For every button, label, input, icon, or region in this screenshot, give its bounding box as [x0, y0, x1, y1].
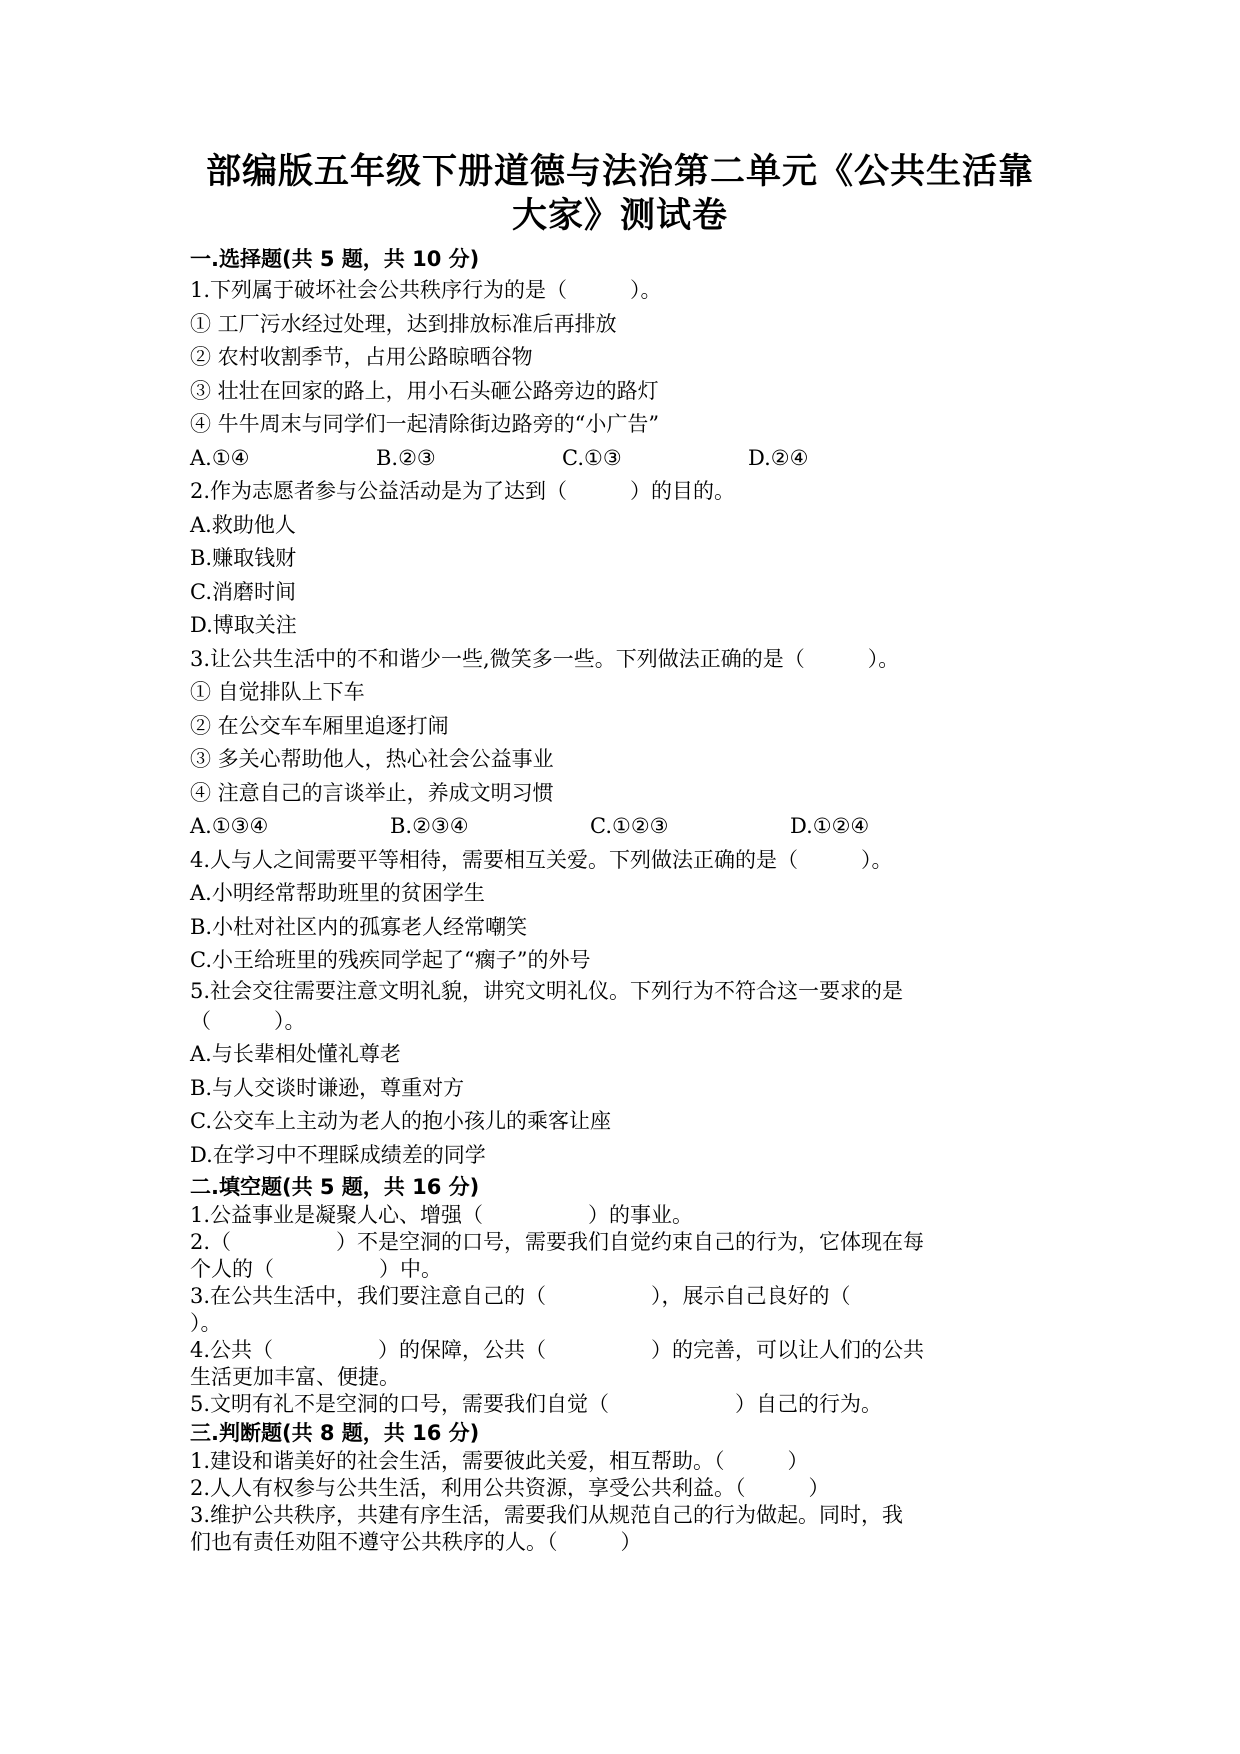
question-1-item: ③ 壮壮在回家的路上，用小石头砸公路旁边的路灯 [190, 378, 659, 403]
question-1-item: ② 农村收割季节，占用公路晾晒谷物 [190, 345, 533, 369]
question-4-stem: 4.人与人之间需要平等相待，需要相互关爱。下列做法正确的是（ ）。 [190, 847, 893, 872]
choice-a: A.①④ [190, 445, 250, 470]
choice-a: A.①③④ [190, 814, 269, 838]
choice-c: C.①③ [562, 445, 622, 470]
question-2-option: C.消磨时间 [190, 579, 296, 604]
question-3-item: ③ 多关心帮助他人，热心社会公益事业 [190, 747, 554, 771]
question-5-option: A.与长辈相处懂礼尊老 [190, 1042, 401, 1066]
fill-line: 3.在公共生活中，我们要注意自己的（ ），展示自己良好的（ [190, 1284, 851, 1308]
question-3-item: ① 自觉排队上下车 [190, 680, 365, 704]
question-5-stem: 5.社会交往需要注意文明礼貌，讲究文明礼仪。下列行为不符合这一要求的是 [190, 978, 904, 1003]
question-1-item: ① 工厂污水经过处理，达到排放标准后再排放 [190, 311, 617, 336]
title-line-2: 大家》测试卷 [511, 196, 728, 236]
judge-line: 3.维护公共秩序，共建有序生活，需要我们从规范自己的行为做起。同时，我 [190, 1503, 904, 1527]
section-heading-choice: 一.选择题(共 5 题，共 10 分) [190, 247, 480, 271]
question-5-option: B.与人交谈时谦逊，尊重对方 [190, 1075, 465, 1100]
fill-line: 生活更加丰富、便捷。 [190, 1365, 400, 1389]
choice-c: C.①②③ [590, 814, 669, 838]
section-heading-judge: 三.判断题(共 8 题，共 16 分) [190, 1421, 480, 1445]
choice-b: B.②③ [376, 445, 436, 470]
question-1-item: ④ 牛牛周末与同学们一起清除街边路旁的“小广告” [190, 412, 660, 436]
question-1-stem: 1.下列属于破坏社会公共秩序行为的是（ ）。 [190, 278, 662, 302]
question-5-option: C.公交车上主动为老人的抱小孩儿的乘客让座 [190, 1109, 611, 1133]
fill-line: 1.公益事业是凝聚人心、增强（ ）的事业。 [190, 1203, 694, 1227]
fill-line: 5.文明有礼不是空洞的口号，需要我们自觉（ ）自己的行为。 [190, 1392, 883, 1416]
question-4-option: B.小杜对社区内的孤寡老人经常嘲笑 [190, 914, 528, 939]
question-4-option: A.小明经常帮助班里的贫困学生 [190, 881, 485, 905]
judge-line: 1.建设和谐美好的社会生活，需要彼此关爱，相互帮助。（ ） [190, 1449, 809, 1473]
section-heading-fill: 二.填空题(共 5 题，共 16 分) [190, 1175, 480, 1199]
worksheet-content [190, 150, 1050, 1556]
title-line-1: 部编版五年级下册道德与法治第二单元《公共生活靠 [205, 152, 1034, 192]
question-2-option: B.赚取钱财 [190, 546, 297, 570]
judge-line: 们也有责任劝阻不遵守公共秩序的人。（ ） [190, 1530, 642, 1554]
choice-d: D.①②④ [790, 814, 870, 838]
question-5-option: D.在学习中不理睬成绩差的同学 [190, 1142, 486, 1167]
question-2-option: A.救助他人 [190, 512, 296, 537]
question-1-choices [190, 442, 1050, 476]
question-3-item: ④ 注意自己的言谈举止，养成文明习惯 [190, 780, 554, 805]
choice-b: B.②③④ [390, 814, 469, 838]
choice-d: D.②④ [748, 445, 809, 470]
fill-line: ）。 [190, 1311, 222, 1335]
question-3-item: ② 在公交车车厢里追逐打闹 [190, 713, 449, 738]
question-5-stem-cont: （ ）。 [190, 1008, 306, 1033]
fill-line: 2.（ ）不是空洞的口号，需要我们自觉约束自己的行为，它体现在每 [190, 1230, 925, 1254]
question-2-option: D.博取关注 [190, 613, 297, 637]
judge-line: 2.人人有权参与公共生活，利用公共资源，享受公共利益。（ ） [190, 1476, 830, 1500]
question-2-stem: 2.作为志愿者参与公益活动是为了达到（ ）的目的。 [190, 479, 736, 503]
page-title [190, 150, 1050, 238]
question-3-stem: 3.让公共生活中的不和谐少一些,微笑多一些。下列做法正确的是（ ）。 [190, 646, 900, 671]
question-3-choices [190, 810, 1050, 844]
question-4-option: C.小王给班里的残疾同学起了“瘸子”的外号 [190, 948, 591, 972]
fill-line: 4.公共（ ）的保障，公共（ ）的完善，可以让人们的公共 [190, 1338, 925, 1362]
fill-line: 个人的（ ）中。 [190, 1257, 442, 1281]
